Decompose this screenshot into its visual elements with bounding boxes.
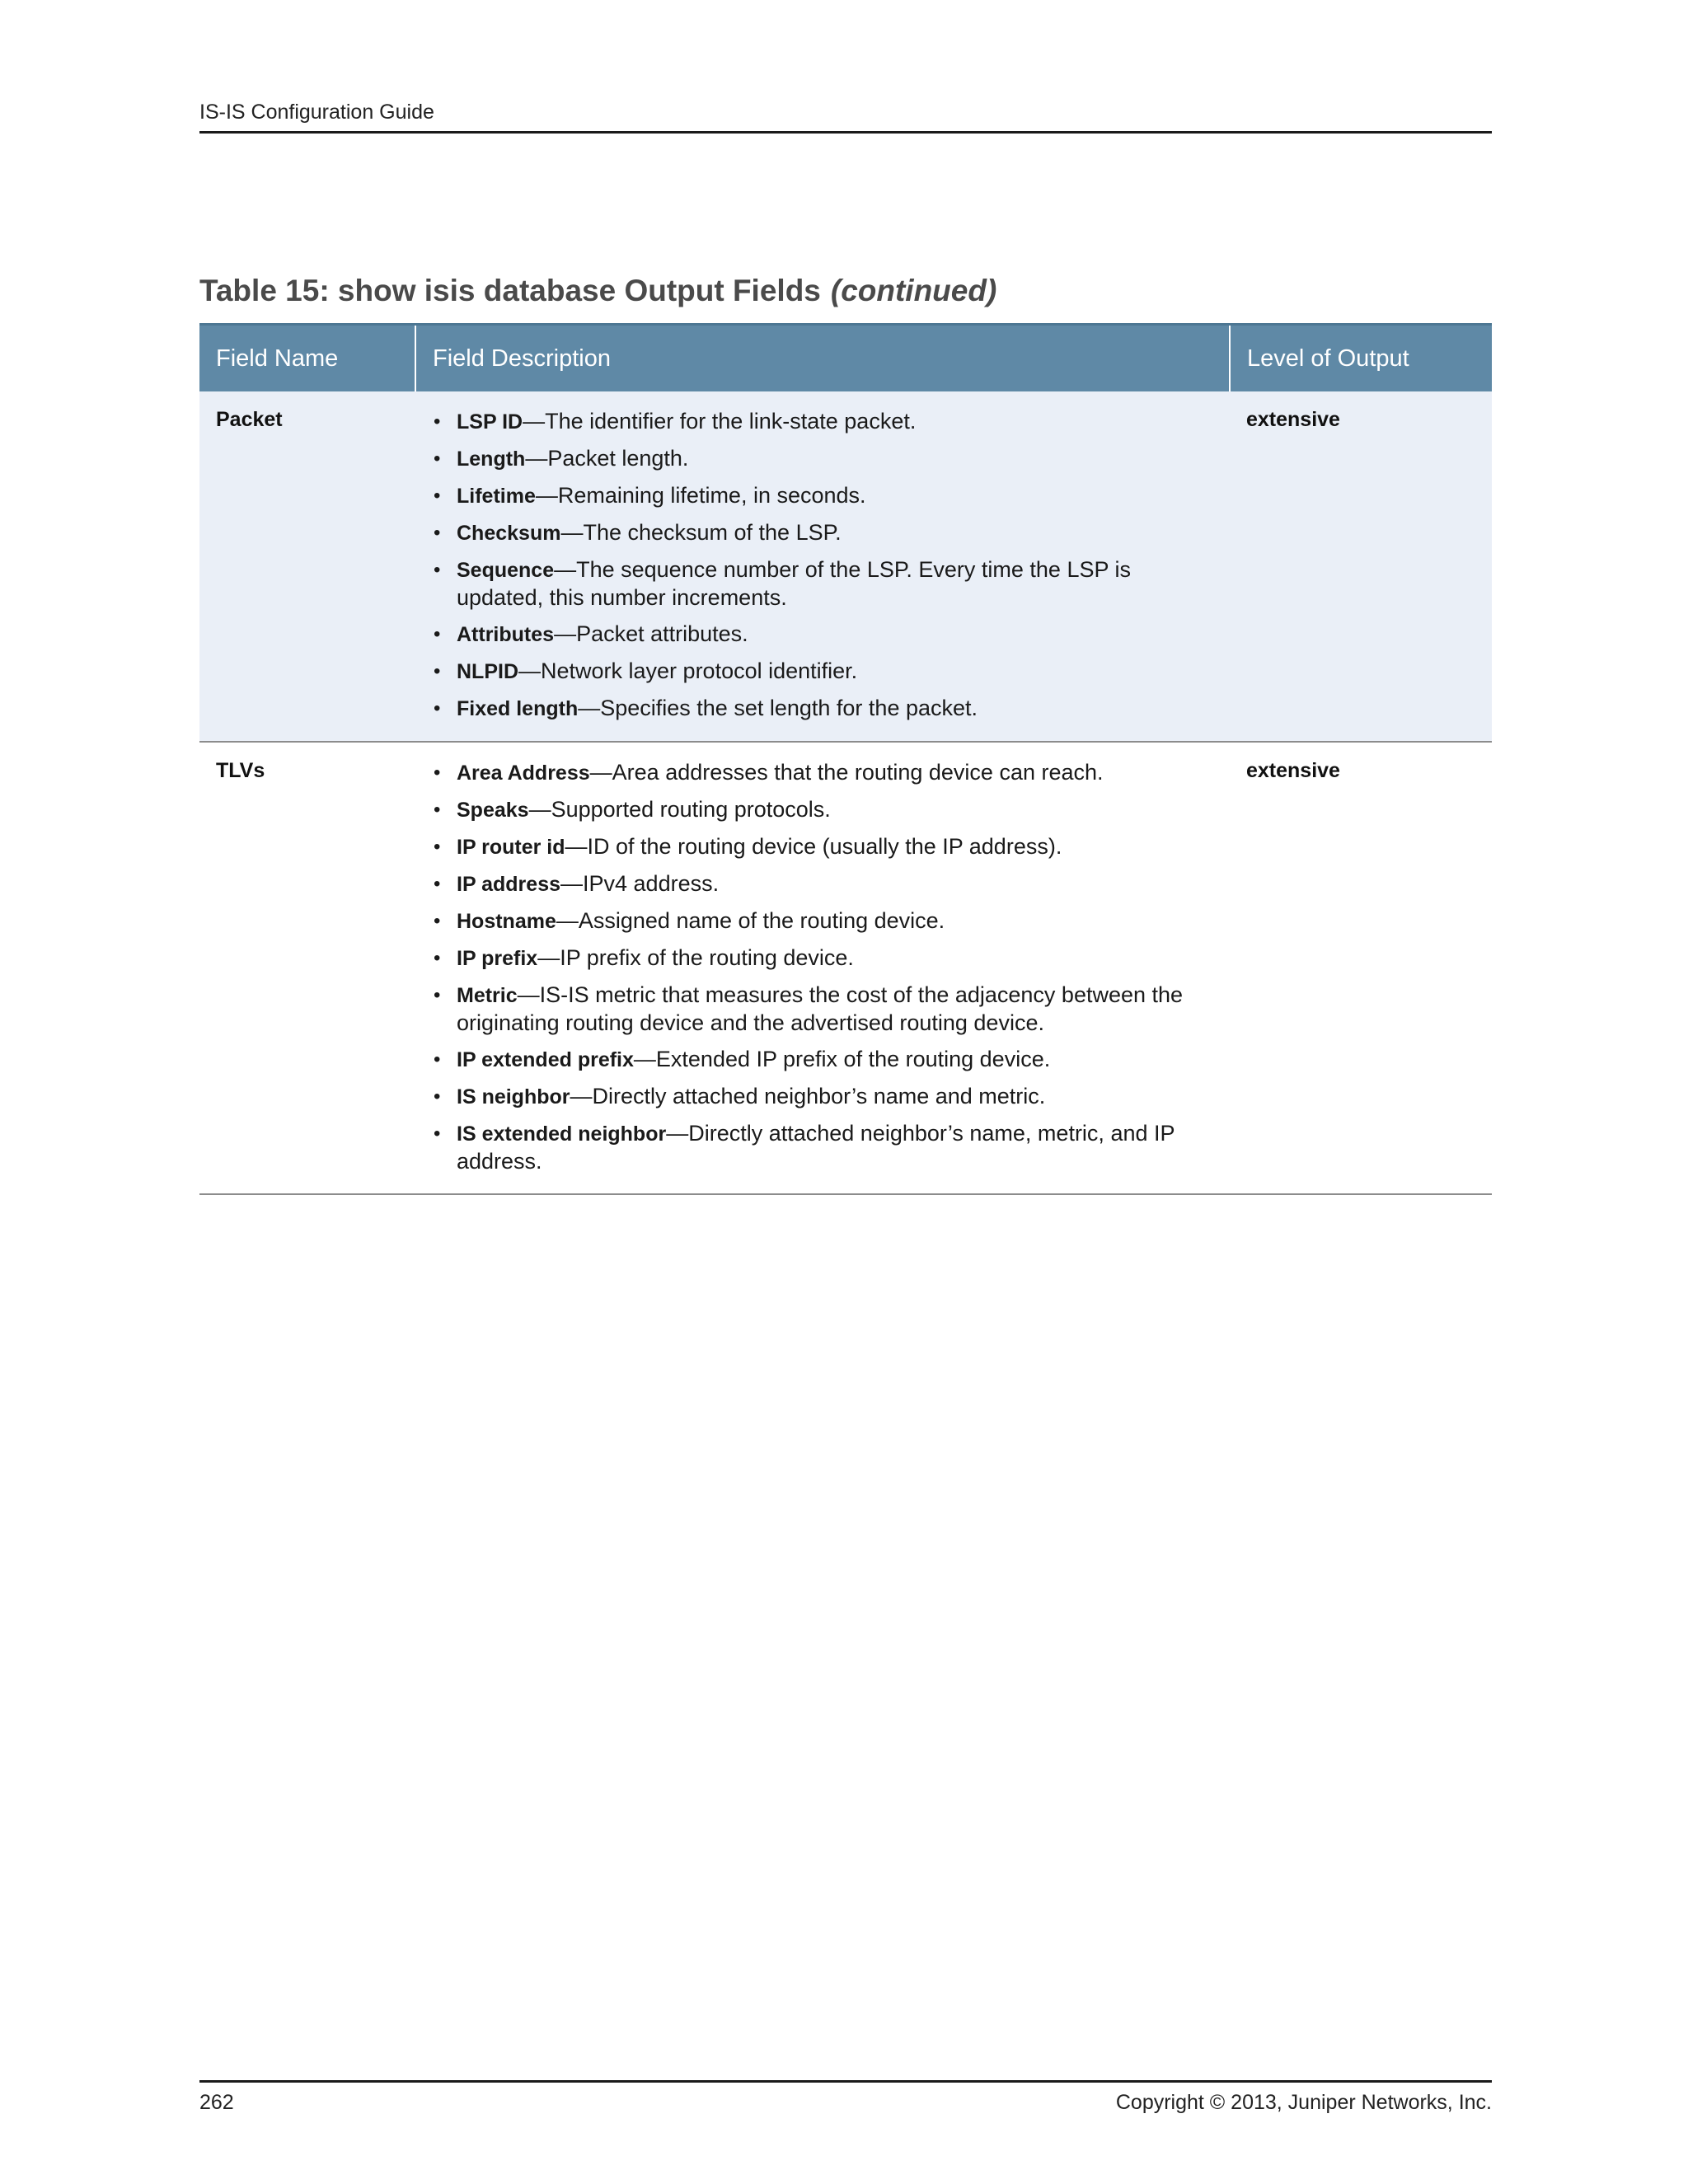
table-row-packet xyxy=(199,391,1492,742)
list-item-term: Checksum xyxy=(457,522,561,545)
running-header xyxy=(199,101,1492,134)
column-header-level-of-output: Level of Output xyxy=(1230,325,1492,392)
list-item-term: Hostname xyxy=(457,910,556,933)
description-list xyxy=(432,759,1213,1175)
list-item-text: —Extended IP prefix of the routing device. xyxy=(633,1047,1051,1071)
list-item-text: —The checksum of the LSP. xyxy=(560,520,842,545)
list-item-term: Metric xyxy=(457,984,518,1007)
list-item-term: IS neighbor xyxy=(457,1085,570,1108)
list-item-term: LSP ID xyxy=(457,410,523,434)
list-item-text: —Network layer protocol identifier. xyxy=(518,658,858,683)
list-item xyxy=(457,621,1213,649)
table-caption-text: Table 15: show isis database Output Fields xyxy=(199,274,821,307)
list-item xyxy=(457,1120,1213,1175)
list-item xyxy=(457,695,1213,723)
table-row-tlvs xyxy=(199,742,1492,1194)
table-caption xyxy=(199,274,996,308)
list-item-text: —Area addresses that the routing device can reach. xyxy=(589,760,1104,785)
list-item-text: —IS-IS metric that measures the cost of the adjacency between the originating routing device and the advertised routing device. xyxy=(457,982,1184,1035)
list-item-text: —Directly attached neighbor’s name, metric, and IP address. xyxy=(457,1121,1175,1174)
level-of-output-cell: extensive xyxy=(1230,742,1492,1194)
list-item xyxy=(457,796,1213,824)
list-item-text: —Remaining lifetime, in seconds. xyxy=(535,483,866,508)
list-item-term: Lifetime xyxy=(457,485,536,508)
list-item-text: —IPv4 address. xyxy=(560,871,720,896)
list-item xyxy=(457,982,1213,1037)
list-item-term: Sequence xyxy=(457,559,555,582)
list-item-term: Attributes xyxy=(457,623,555,646)
page-number: 262 xyxy=(199,2091,234,2114)
list-item-term: IP address xyxy=(457,873,561,896)
list-item-term: IP prefix xyxy=(457,947,538,970)
list-item-term: IP router id xyxy=(457,836,565,859)
list-item-term: NLPID xyxy=(457,660,518,683)
column-header-field-description: Field Description xyxy=(415,325,1230,392)
list-item-text: —Packet length. xyxy=(525,446,689,471)
running-footer xyxy=(199,2080,1492,2115)
list-item xyxy=(457,482,1213,510)
list-item-text: —Supported routing protocols. xyxy=(528,797,831,822)
list-item-term: Fixed length xyxy=(457,697,579,720)
list-item xyxy=(457,658,1213,686)
output-fields-table xyxy=(199,323,1492,1195)
list-item-text: —Specifies the set length for the packet. xyxy=(578,696,978,720)
list-item-text: —Directly attached neighbor’s name and metric. xyxy=(570,1084,1046,1108)
field-name-cell: TLVs xyxy=(199,742,415,1194)
list-item xyxy=(457,408,1213,436)
table-header-row xyxy=(199,325,1492,392)
list-item xyxy=(457,1046,1213,1074)
field-description-cell xyxy=(415,391,1230,742)
list-item xyxy=(457,519,1213,547)
list-item-term: IS extended neighbor xyxy=(457,1122,667,1146)
list-item-term: Speaks xyxy=(457,799,529,822)
list-item-text: —The identifier for the link-state packet. xyxy=(523,409,917,434)
table-caption-continued: (continued) xyxy=(830,274,997,307)
field-name-cell: Packet xyxy=(199,391,415,742)
list-item xyxy=(457,944,1213,972)
list-item-term: Area Address xyxy=(457,762,590,785)
list-item-term: Length xyxy=(457,448,526,471)
description-list xyxy=(432,408,1213,723)
copyright-notice: Copyright © 2013, Juniper Networks, Inc. xyxy=(1115,2091,1492,2114)
guide-title: IS-IS Configuration Guide xyxy=(199,101,434,124)
list-item-text: —Assigned name of the routing device. xyxy=(556,908,945,933)
level-of-output-cell: extensive xyxy=(1230,391,1492,742)
list-item xyxy=(457,759,1213,787)
list-item xyxy=(457,833,1213,861)
list-item xyxy=(457,1083,1213,1111)
list-item xyxy=(457,907,1213,935)
column-header-field-name: Field Name xyxy=(199,325,415,392)
field-description-cell xyxy=(415,742,1230,1194)
list-item-text: —Packet attributes. xyxy=(554,621,748,646)
list-item-text: —The sequence number of the LSP. Every time the LSP is updated, this number increments. xyxy=(457,557,1131,610)
list-item xyxy=(457,445,1213,473)
list-item-term: IP extended prefix xyxy=(457,1048,634,1071)
list-item-text: —IP prefix of the routing device. xyxy=(537,945,854,970)
list-item xyxy=(457,870,1213,898)
list-item-text: —ID of the routing device (usually the IP address). xyxy=(565,834,1062,859)
list-item xyxy=(457,556,1213,612)
